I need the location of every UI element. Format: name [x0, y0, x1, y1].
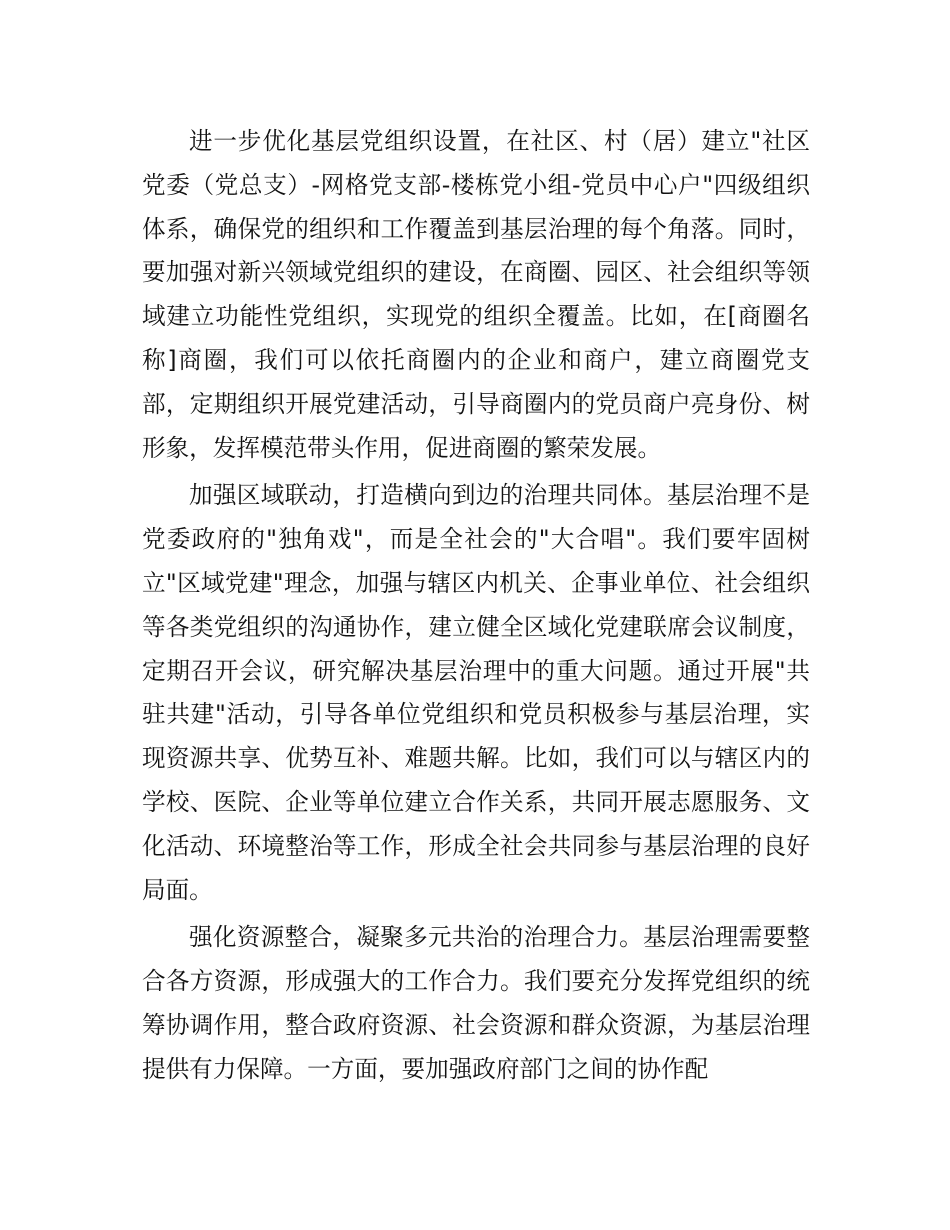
paragraph-resource-integration: 强化资源整合，凝聚多元共治的治理合力。基层治理需要整合各方资源，形成强大的工作合力。我们要充分发挥党组织的统筹协调作用，整合政府资源、社会资源和群众资源，为基层治理提供有力保障。一方面，要加强政府部门之间的协作配 — [142, 923, 810, 1083]
paragraph-party-organization: 进一步优化基层党组织设置，在社区、村（居）建立"社区党委（党总支）-网格党支部-楼栋党小组-党员中心户"四级组织体系，确保党的组织和工作覆盖到基层治理的每个角落。同时，要加强对新兴领域党组织的建设，在商圈、园区、社会组织等领域建立功能性党组织，实现党的组织全覆盖。比如，在[商圈名称]商圈，我们可以依托商圈内的企业和商户，建立商圈党支部，定期组织开展党建活动，引导商圈内的党员商户亮身份、树形象，发挥模范带头作用，促进商圈的繁荣发展。 — [142, 127, 810, 462]
document-page — [142, 120, 810, 1096]
paragraph-regional-linkage: 加强区域联动，打造横向到边的治理共同体。基层治理不是党委政府的"独角戏"，而是全社会的"大合唱"。我们要牢固树立"区域党建"理念，加强与辖区内机关、企事业单位、社会组织等各类党组织的沟通协作，建立健全区域化党建联席会议制度，定期召开会议，研究解决基层治理中的重大问题。通过开展"共驻共建"活动，引导各单位党组织和党员积极参与基层治理，实现资源共享、优势互补、难题共解。比如，我们可以与辖区内的学校、医院、企业等单位建立合作关系，共同开展志愿服务、文化活动、环境整治等工作，形成全社会共同参与基层治理的良好局面。 — [142, 481, 810, 904]
